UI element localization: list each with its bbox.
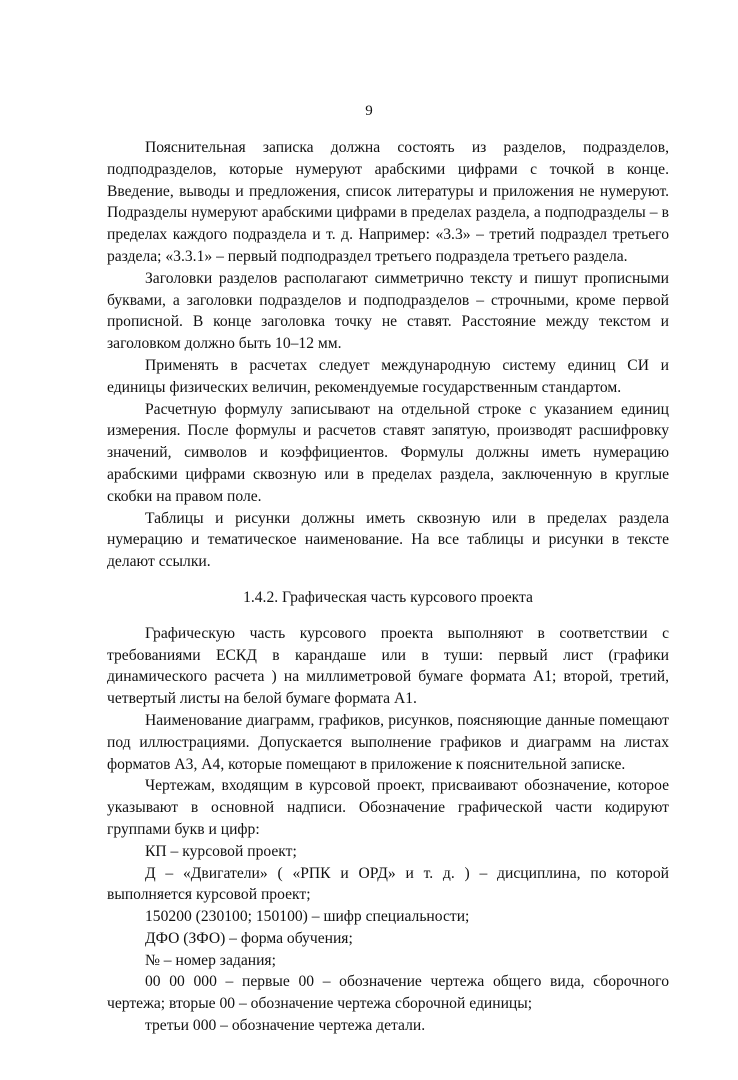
paragraph-headings: Заголовки разделов располагают симметрично тексту и пишут прописными буквами, а заголовки подразделов и подподразделов – строчными, кроме первой прописной. В конце заголовка точку не ставят. Расстояние между текстом и заголовком должно быть 10–12 мм. [107,269,669,353]
page-content [107,137,669,1037]
list-item-code-structure: 00 00 000 – первые 00 – обозначение чертежа общего вида, сборочного чертежа; вторые 00 – обозначение чертежа сборочной единицы; [107,973,669,1013]
section-heading: 1.4.2. Графическая часть курсового проекта [243,588,533,606]
list-item-kp: КП – курсовой проект; [145,842,297,860]
list-item-study-form: ДФО (ЗФО) – форма обучения; [145,929,353,947]
paragraph-tables-figures: Таблицы и рисунки должны иметь сквозную или в пределах раздела нумерацию и тематическое наименование. На все таблицы и рисунки в тексте делают ссылки. [107,509,669,571]
page-number: 9 [365,103,373,119]
paragraph-formulas: Расчетную формулу записывают на отдельной строке с указанием единиц измерения. После формулы и расчетов ставят запятую, производят расшифровку значений, символов и коэффициентов. Формулы должны иметь нумерацию арабскими цифрами сквозную или в пределах раздела, заключенную в круглые скобки на правом поле. [107,400,669,505]
paragraph-si-units: Применять в расчетах следует международную систему единиц СИ и единицы физических величин, рекомендуемые государственным стандартом. [107,356,669,396]
list-item-part-drawing: третьи 000 – обозначение чертежа детали. [145,1017,426,1035]
list-item-task-number: № – номер задания; [145,951,276,969]
list-item-specialty-code: 150200 (230100; 150100) – шифр специальности; [145,908,470,926]
paragraph-graphic-part: Графическую часть курсового проекта выполняют в соответствии с требованиями ЕСКД в карандаше или в туши: первый лист (графики динамического расчета ) на миллиметровой бумаге формата А1; второй, третий, четвертый листы на белой бумаге формата А1. [107,624,669,708]
paragraph-drawing-designation: Чертежам, входящим в курсовой проект, присваивают обозначение, которое указывают в основной надписи. Обозначение графической части кодируют группами букв и цифр: [107,777,669,838]
paragraph-sections-numbering: Пояснительная записка должна состоять из разделов, подразделов, подподразделов, которые нумеруют арабскими цифрами с точкой в конце. Введение, выводы и предложения, список литературы и приложения не нумеруют. Подразделы нумеруют арабскими цифрами в пределах раздела, а подподразделы – в пределах каждого подраздела и т. д. Например: «3.3» – третий подраздел третьего раздела; «3.3.1» – первый подподраздел третьего подраздела третьего раздела. [107,139,669,265]
paragraph-diagram-names: Наименование диаграмм, графиков, рисунков, поясняющие данные помещают под иллюстрациями. Допускается выполнение графиков и диаграмм на листах форматов А3, А4, которые помещают в приложение к пояснительной записке. [107,711,669,773]
list-item-discipline: Д – «Двигатели» ( «РПК и ОРД» и т. д. ) – дисциплина, по которой выполняется курсовой проект; [107,864,669,904]
